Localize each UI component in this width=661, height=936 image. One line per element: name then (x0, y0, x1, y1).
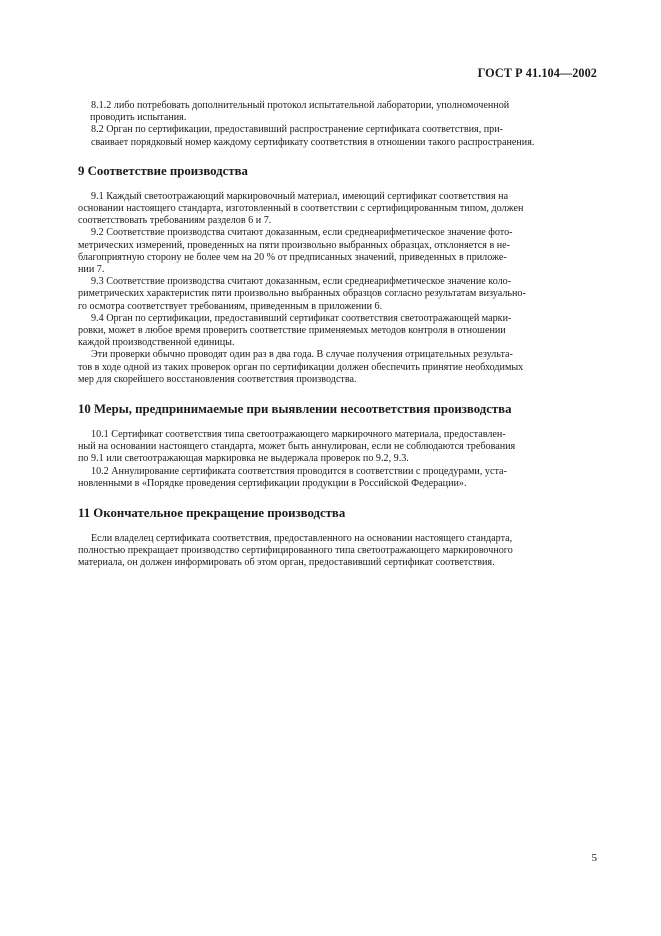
text-line: благоприятную сторону не более чем на 20 % от предписанных значений, приведенных в приложе- (78, 251, 507, 263)
text-line: 9.2 Соответствие производства считают доказанным, если среднеарифметическое значение фото- (91, 227, 513, 239)
text-line: полностью прекращает производство сертифицированного типа светоотражающего маркировочного (78, 545, 513, 557)
text-line: каждой производственной единицы. (78, 337, 235, 349)
paragraph-8-2 (91, 124, 599, 148)
text-line: 10.2 Аннулирование сертификата соответствия проводится в соответствии с процедурами, уста- (91, 465, 507, 477)
paragraph-10-2 (78, 465, 599, 490)
text-line: материала, он должен информировать об этом орган, предоставивший сертификат соответствия. (78, 557, 495, 569)
paragraph-10-1 (78, 429, 599, 466)
paragraph-11 (78, 533, 599, 570)
page-body (78, 100, 599, 570)
text-line: 8.1.2 либо потребовать дополнительный протокол испытательной лаборатории, уполномоченной (91, 100, 510, 111)
text-line: ровки, может в любое время проверить соответствие применяемых методов контроля в отношении (78, 325, 506, 337)
text-line: риметрических характеристик пяти произвольно выбранных образцов согласно результатам визуально- (78, 288, 526, 300)
text-line: соответствовать требованиям разделов 6 и 7. (78, 215, 272, 227)
paragraph-9-4 (78, 312, 599, 350)
paragraph-9-3 (78, 276, 599, 313)
text-line: ный на основании настоящего стандарта, может быть аннулирован, если не соблюдаются требования (78, 441, 516, 453)
text-line: по 9.1 или светоотражающая маркировка не выдержала проверок по 9.2, 9.3. (78, 453, 409, 465)
text-line: новленными в «Порядке проведения сертификации продукции в Российской Федерации». (78, 477, 467, 489)
text-line: Если владелец сертификата соответствия, предоставленного на основании настоящего стандарта, (91, 533, 513, 545)
section-10-heading: 10 Меры, предпринимаемые при выявлении несоответствия производства (78, 402, 512, 417)
text-line: 9.1 Каждый светоотражающий маркировочный материал, имеющий сертификат соответствия на (91, 190, 509, 202)
text-line: проводить испытания. (90, 112, 187, 124)
section-11-heading: 11 Окончательное прекращение производства (78, 506, 346, 521)
text-line: 9.3 Соответствие производства считают доказанным, если среднеарифметическое значение коло- (91, 276, 512, 288)
section-9-heading: 9 Соответствие производства (78, 163, 248, 178)
text-line: нии 7. (78, 264, 105, 276)
paragraph-9-1 (78, 190, 599, 228)
text-line: 8.2 Орган по сертификации, предоставивший распространение сертификата соответствия, при- (91, 124, 504, 136)
paragraph-9-2 (78, 227, 599, 276)
text-line: тов в ходе одной из таких проверок орган по сертификации должен обеспечить принятие необходимых (78, 361, 524, 373)
text-line: мер для скорейшего восстановления соответствия производства. (78, 373, 357, 385)
text-line: го осмотра соответствует требованиям, приведенным в приложении 6. (78, 300, 383, 312)
paragraph-9-4-note (78, 349, 599, 386)
document-code: ГОСТ Р 41.104—2002 (477, 66, 597, 80)
paragraph-8-1-2 (91, 100, 599, 124)
text-line: метрических измерений, проведенных на пяти произвольно выбранных образцах, отклоняется в не- (78, 239, 511, 251)
text-line: сваивает порядковый номер каждому сертификату соответствия в отношении такого распространения. (91, 136, 535, 148)
page-number: 5 (591, 852, 597, 864)
text-line: основании настоящего стандарта, изготовленный в соответствии с сертифицированным типом, должен (78, 203, 524, 215)
text-line: 10.1 Сертификат соответствия типа светоотражающего маркирочного материала, предоставлен- (91, 429, 506, 441)
text-line: Эти проверки обычно проводят один раз в два года. В случае получения отрицательных результа- (91, 349, 513, 361)
text-line: 9.4 Орган по сертификации, предоставивший сертификат соответствия светоотражающей марки- (91, 312, 512, 324)
